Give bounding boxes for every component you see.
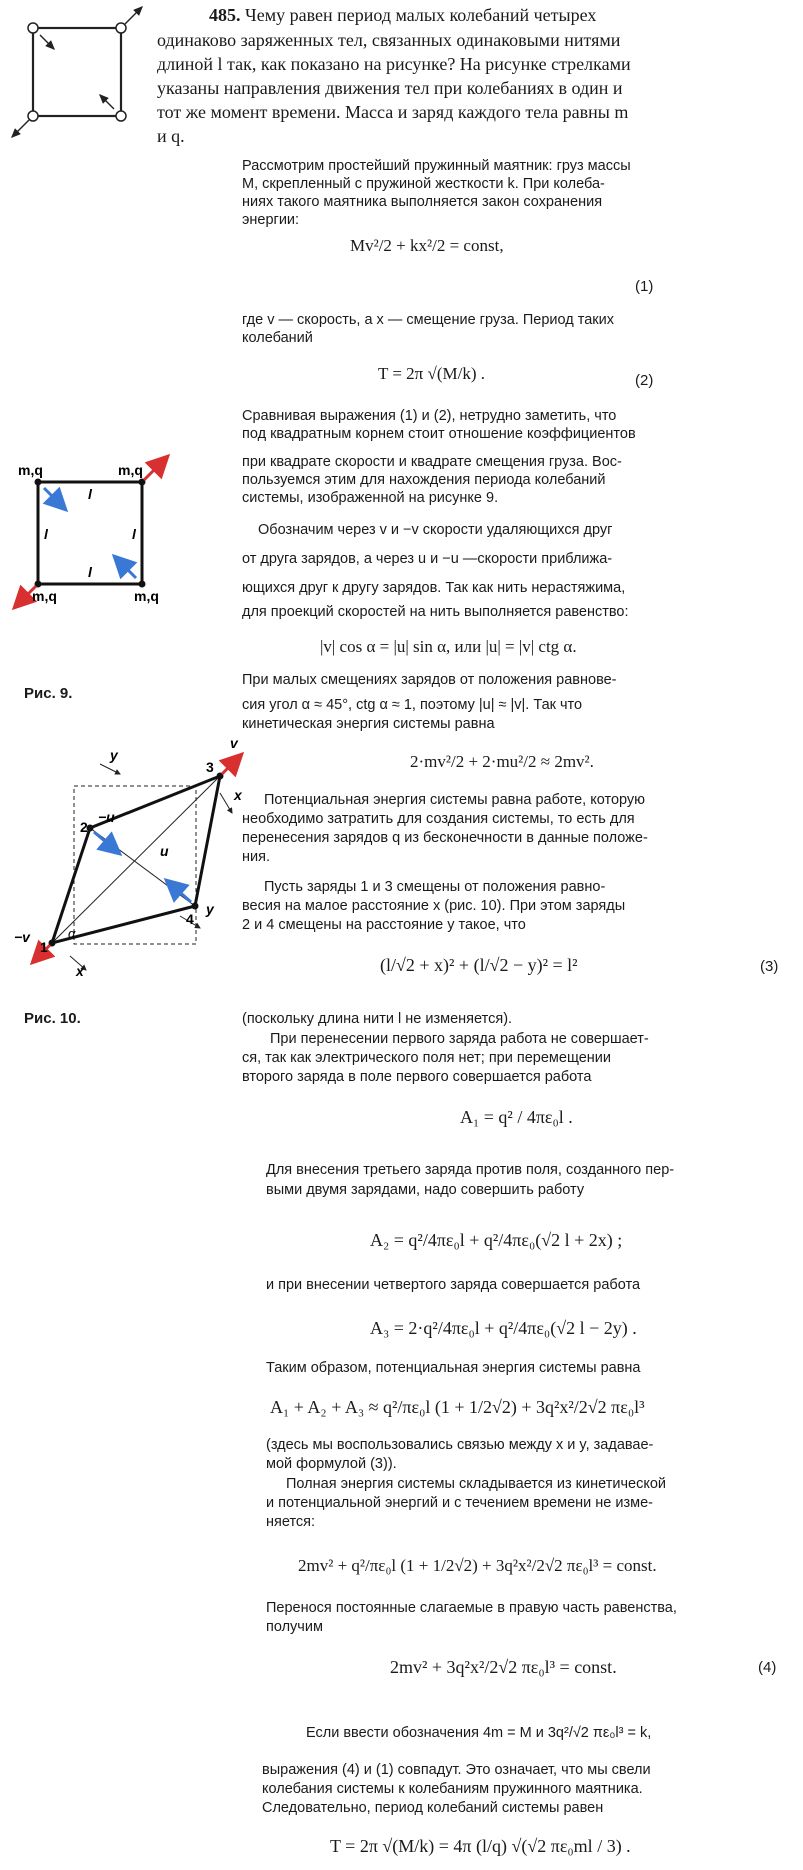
equation-1: Mv²/2 + kx²/2 = const, [350, 236, 504, 255]
fig9-label-tr: m,q [118, 462, 143, 478]
equation-3-number: (3) [760, 958, 779, 975]
sol-p16-l3: Следовательно, период колебаний системы равен [262, 1800, 604, 1816]
sol-p2-l1: где v — скорость, а x — смещение груза. Период таких [242, 312, 614, 328]
sol-p16-l2: колебания системы к колебаниям пружинного маятника. [262, 1781, 643, 1797]
problem-text: Чему равен период малых колебаний четырех [245, 5, 597, 25]
sol-p3-l5: системы, изображенной на рисунке 9. [242, 490, 499, 506]
sol-p6-l2: необходимо затратить для создания системы, то есть для [242, 811, 635, 827]
fig10-node-1: 1 [40, 939, 48, 955]
fig9-side-top: l [88, 486, 92, 502]
sol-p7-l2: весия на малое расстояние x (рис. 10). При этом заряды [242, 898, 626, 914]
sol-p3-l4: пользуемся этим для нахождения периода колебаний [242, 472, 606, 488]
problem-number: 485. [209, 5, 241, 25]
fig10-label-v: v [230, 735, 238, 751]
fig9-side-bottom: l [88, 564, 92, 580]
fig10-node-4: 4 [186, 911, 194, 927]
sol-p7-l3: 2 и 4 смещены на расстояние y такое, что [242, 917, 526, 933]
fig10-label-minus-v: −v [14, 929, 30, 945]
fig9-label-bl: m,q [32, 588, 57, 604]
equation-2: T = 2π √(M/k) . [378, 364, 485, 383]
equation-sum: A₁ + A₂ + A₃ ≈ q²/πε₀l (1 + 1/2√2) + 3q²x²/2√2 πε₀l³ [270, 1397, 645, 1417]
sol-p4-l2: от друга зарядов, а через u и −u —скорости приближа- [242, 551, 613, 567]
equation-projection: |v| cos α = |u| sin α, или |u| = |v| ctg α. [320, 637, 577, 656]
fig9-label-br: m,q [134, 588, 159, 604]
sol-p4-l1: Обозначим через v и −v скорости удаляющихся друг [258, 522, 613, 538]
fig9-label-tl: m,q [18, 462, 43, 478]
fig10-node-3: 3 [206, 759, 214, 775]
sol-p8-l3: ся, так как электрического поля нет; при перемещении [242, 1050, 611, 1066]
sol-p5-l2: сия угол α ≈ 45°, ctg α ≈ 1, поэтому |u| ≈ |v|. Так что [242, 697, 583, 713]
sol-p9-l1: Для внесения третьего заряда против поля, созданного пер- [266, 1162, 675, 1178]
sol-p13-l1: Полная энергия системы складывается из кинетической [286, 1476, 666, 1492]
equation-kinetic: 2·mv²/2 + 2·mu²/2 ≈ 2mv². [410, 752, 594, 771]
sol-p3-l1: Сравнивая выражения (1) и (2), нетрудно заметить, что [242, 408, 617, 424]
sol-p8-l2: При перенесении первого заряда работа не совершает- [270, 1031, 649, 1047]
sol-p4-l3: ющихся друг к другу зарядов. Так как нить нерастяжима, [242, 580, 626, 596]
problem-line-4: указаны направления движения тел при колебаниях в один и [157, 78, 623, 98]
sol-p1-l2: M, скрепленный с пружиной жесткости k. При колеба- [242, 176, 605, 192]
equation-A1: A₁ = q² / 4πε₀l . [460, 1107, 573, 1127]
equation-2-number: (2) [635, 372, 654, 389]
sol-p14-l1: Перенося постоянные слагаемые в правую часть равенства, [266, 1600, 677, 1616]
fig10-label-y-top: y [110, 747, 118, 763]
sol-p5-l3: кинетическая энергия системы равна [242, 716, 495, 732]
sol-p6-l4: ния. [242, 849, 270, 865]
sol-p15: Если ввести обозначения 4m = M и 3q²/√2 πε₀l³ = k, [306, 1725, 652, 1741]
sol-p7-l1: Пусть заряды 1 и 3 смещены от положения равно- [264, 879, 606, 895]
equation-total: 2mv² + q²/πε₀l (1 + 1/2√2) + 3q²x²/2√2 πε₀l³ = const. [298, 1556, 657, 1575]
sol-p6-l3: перенесения зарядов q из бесконечности в данные положе- [242, 830, 648, 846]
figure-9 [10, 455, 210, 645]
sol-p14-l2: получим [266, 1619, 323, 1635]
fig9-caption: Рис. 9. [24, 685, 73, 702]
sol-p3-l3: при квадрате скорости и квадрате смещения груза. Вос- [242, 454, 622, 470]
fig10-label-u: u [160, 843, 169, 859]
fig10-caption: Рис. 10. [24, 1010, 81, 1027]
sol-p1-l3: ниях такого маятника выполняется закон сохранения [242, 194, 603, 210]
fig10-label-minus-u: −u [98, 809, 115, 825]
sol-p6-l1: Потенциальная энергия системы равна работе, которую [264, 792, 646, 808]
problem-line-5: тот же момент времени. Масса и заряд каждого тела равны m [157, 102, 629, 122]
equation-3: (l/√2 + x)² + (l/√2 − y)² = l² [380, 955, 578, 975]
sol-p4-l4: для проекций скоростей на нить выполняется равенство: [242, 604, 629, 620]
sol-p13-l3: няется: [266, 1514, 316, 1530]
problem-figure [0, 0, 160, 150]
fig9-side-right: l [132, 526, 136, 542]
equation-1-number: (1) [635, 278, 654, 295]
fig9-side-left: l [44, 526, 48, 542]
equation-A3: A₃ = 2·q²/4πε₀l + q²/4πε₀(√2 l − 2y) . [370, 1318, 637, 1338]
sol-p5-l1: При малых смещениях зарядов от положения равнове- [242, 672, 617, 688]
fig10-node-2: 2 [80, 819, 88, 835]
problem-line-6: и q. [157, 126, 185, 146]
fig10-label-x-bottom: x [76, 963, 84, 979]
problem-line-2: одинаково заряженных тел, связанных одинаковыми нитями [157, 30, 621, 50]
equation-4-number: (4) [758, 1659, 777, 1676]
equation-period: T = 2π √(M/k) = 4π (l/q) √(√2 πε₀ml / 3) . [330, 1836, 631, 1856]
problem-line-1 [209, 6, 596, 25]
sol-p8-l1: (поскольку длина нити l не изменяется). [242, 1011, 513, 1027]
problem-line-3: длиной l так, как показано на рисунке? На рисунке стрелками [157, 54, 631, 74]
sol-p9-l2: выми двумя зарядами, надо совершить работу [266, 1182, 585, 1198]
sol-p1-l4: энергии: [242, 212, 300, 228]
fig10-label-x-right: x [234, 787, 242, 803]
sol-p13-l2: и потенциальной энергий и с течением времени не изме- [266, 1495, 653, 1511]
sol-p2-l2: колебаний [242, 330, 313, 346]
equation-4: 2mv² + 3q²x²/2√2 πε₀l³ = const. [390, 1657, 617, 1677]
sol-p12-l2: мой формулой (3)). [266, 1456, 397, 1472]
sol-p11: Таким образом, потенциальная энергия системы равна [266, 1360, 641, 1376]
fig10-label-alpha: α [68, 926, 76, 941]
figure-10 [10, 735, 250, 988]
sol-p3-l2: под квадратным корнем стоит отношение коэффициентов [242, 426, 636, 442]
equation-A2: A₂ = q²/4πε₀l + q²/4πε₀(√2 l + 2x) ; [370, 1230, 623, 1250]
sol-p16-l1: выражения (4) и (1) совпадут. Это означает, что мы свели [262, 1762, 651, 1778]
sol-p8-l4: второго заряда в поле первого совершается работа [242, 1069, 592, 1085]
sol-p10: и при внесении четвертого заряда совершается работа [266, 1277, 641, 1293]
sol-p1-l1: Рассмотрим простейший пружинный маятник: груз массы [242, 158, 631, 174]
fig10-label-y-right: y [206, 901, 214, 917]
sol-p12-l1: (здесь мы воспользовались связью между x и y, задавае- [266, 1437, 654, 1453]
